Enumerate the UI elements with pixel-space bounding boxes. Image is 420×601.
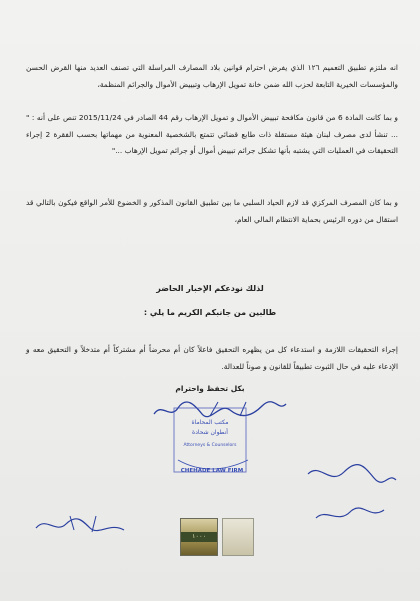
paragraph-2: و بما كانت المادة 6 من قانون مكافحة تبييض الأموال و تمويل الإرهاب رقم 44 الصادر في 2015/11/24 تنص على أنه : " ... تنشأ لدى مصرف لبنان هيئة مستقلة ذات طابع قضائي تتمتع بالشخصية المعنوية من مهماتها بحسب الفقرة 2 إجراء التحقيقات في العمليات التي يشتبه بأنها تشكل جرائم تبييض أموال أو جرائم تمويل الإرهاب ..." <box>26 113 398 155</box>
closing-line: بكل تحفظ واحترام <box>175 384 245 393</box>
left-signature <box>30 508 130 542</box>
second-fiscal-stamp <box>222 518 254 556</box>
notice-heading: لذلك نودعكم الإخبار الحاضر <box>156 284 264 293</box>
law-firm-stamp <box>160 398 260 493</box>
stamp-line-2: أنطوان شحادة <box>192 429 228 436</box>
paragraph-1: انه ملتزم تطبيق التعميم ١٢٦ الذي يفرض احترام قوانين بلاد المصارف المراسلة التي تصنف العديد منها القرض الحسن والمؤسسات الخيرية التابعة لحزب الله ضمن خانة تمويل الإرهاب وتبييض الأموال والجرائم المنظمة، <box>26 63 398 89</box>
right-signature-lower <box>310 500 390 530</box>
paragraph-3: و بما كان المصرف المركزي قد لازم الحياد السلبي ما بين تطبيق القانون المذكور و الخضوع للأمر الواقع فيكون بالتالي قد استقال من دوره الرئيس بحماية الانتظام المالي العام، <box>26 198 398 224</box>
request-heading: طالبين من جانبكم الكريم ما يلي : <box>143 308 277 317</box>
stamp-line-3: Attorneys & Counselors <box>183 443 237 448</box>
right-signature-upper <box>300 458 400 492</box>
fiscal-stamp <box>180 518 218 556</box>
stamp-line-4: CHEHADE LAW FIRM <box>180 468 244 474</box>
stamp-line-1: مكتب المحاماة <box>191 419 229 426</box>
fiscal-stamp-value: ١٠٠٠ <box>191 533 207 540</box>
demand-paragraph: إجراء التحقيقات اللازمة و استدعاء كل من يظهره التحقيق فاعلاً كان أم محرضاً أم مشتركاً أم متدخلاً و التحقيق معه و الإدعاء عليه في حال الثبوت تطبيقاً للقانون و صوناً للعدالة. <box>26 345 398 371</box>
